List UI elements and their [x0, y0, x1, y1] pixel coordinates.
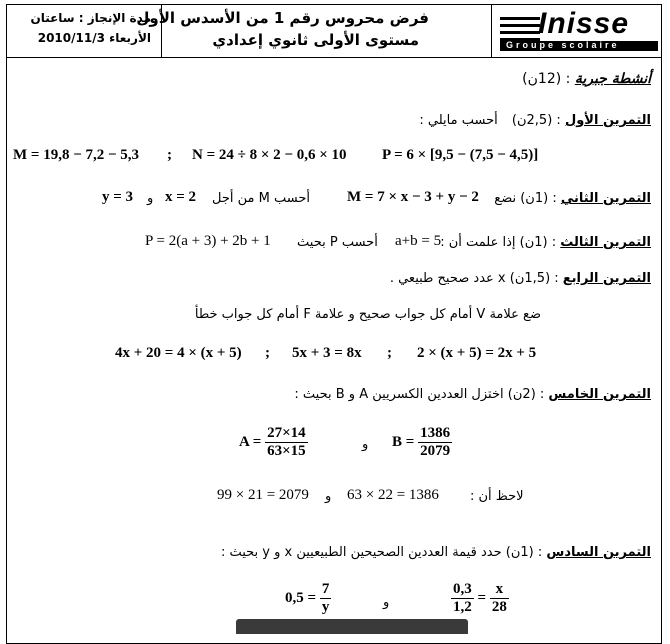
- ex5-note-eq1: 63 × 22 = 1386: [347, 487, 439, 503]
- logo-subtitle: Groupe scolaire: [506, 40, 620, 50]
- ex2-title: التمرين الثاني: [560, 191, 651, 206]
- ex4-text: x عدد صحيح طبيعي .: [389, 271, 506, 286]
- ex4-title: التمرين الرابع: [562, 271, 651, 286]
- ex3-points: : (1ن): [519, 235, 557, 250]
- logo-sub-bar: [500, 41, 658, 51]
- ex5-note: لاحظ أن :: [470, 489, 524, 504]
- ex5-fraction-b: [392, 425, 452, 460]
- ex6-f2-num2: x: [490, 581, 509, 599]
- ex6-fraction-2: [451, 581, 509, 616]
- ex6-heading: [221, 545, 651, 560]
- ex2-text2: أحسب M من أجل: [212, 191, 310, 206]
- ex4-instruction: ضع علامة V أمام كل جواب صحيح و علامة F أمام كل جواب خطأ: [194, 307, 541, 322]
- ex6-fraction-1: [285, 581, 331, 616]
- header-logo-cell: [492, 5, 663, 57]
- ex5-heading: [294, 387, 651, 402]
- ex4-eq2: 5x + 3 = 8x: [292, 345, 362, 361]
- ex6-f2-den2: 28: [491, 599, 507, 615]
- ex1-expr-p: P = 6 × [9,5 − (7,5 − 4,5)]: [382, 147, 539, 163]
- ex5-b-label: B =: [392, 433, 415, 450]
- header-title-cell: [136, 5, 492, 57]
- ex5-a-label: A =: [239, 433, 262, 450]
- school-logo: [500, 9, 658, 53]
- ex4-eq1: 4x + 20 = 4 × (x + 5): [115, 345, 242, 361]
- section-heading: [522, 71, 651, 87]
- ex5-title: التمرين الخامس: [548, 387, 651, 402]
- section-points: : (12ن): [522, 71, 571, 87]
- ex5-text: اختزل العددين الكسريين A و B بحيث :: [294, 387, 504, 402]
- ex2-cond-x: x = 2: [165, 189, 197, 205]
- ex4-eq3: 2 × (x + 5) = 2x + 5: [417, 345, 537, 361]
- ex1-points: : (2,5ن): [511, 113, 561, 128]
- date-text: الأربعاء 2010/11/3: [37, 31, 151, 45]
- ex6-f2-eq: =: [477, 589, 487, 606]
- ex3-text2: أحسب P بحيث: [297, 235, 378, 250]
- ex5-a-num: 27×14: [267, 425, 306, 441]
- exam-header: [7, 5, 661, 58]
- ex1-title: التمرين الأول: [564, 113, 651, 128]
- ex6-f1-num: 7: [321, 581, 330, 597]
- ex3-title: التمرين الثالث: [560, 235, 651, 250]
- viewer-toolbar[interactable]: [236, 619, 468, 634]
- ex6-title: التمرين السادس: [546, 545, 651, 560]
- ex5-a-den: 63×15: [267, 443, 306, 459]
- ex2-and: و: [147, 191, 154, 206]
- ex4-sep1: ;: [265, 345, 270, 361]
- ex6-f1-left: 0,5 =: [285, 589, 317, 606]
- exam-level: مستوى الأولى ثانوي إعدادي: [212, 31, 419, 49]
- ex5-note-eq2: 99 × 21 = 2079: [217, 487, 309, 503]
- section-title: أنشطة جبرية: [574, 71, 651, 87]
- ex5-fraction-a: [239, 425, 308, 460]
- ex4-points: : (1,5ن): [509, 271, 559, 286]
- ex6-f1-den: y: [321, 599, 330, 615]
- ex3-cond: a+b = 5: [395, 233, 442, 249]
- ex2-cond-y: y = 3: [102, 189, 134, 205]
- ex3-heading: [440, 235, 651, 250]
- ex6-and: و: [383, 595, 390, 610]
- ex2-heading: [494, 191, 651, 206]
- exam-title: فرض محروس رقم 1 من الأسدس الأول: [136, 9, 429, 27]
- duration-text: مدة الإنجاز : ساعتان: [30, 11, 151, 25]
- ex5-note-and: و: [325, 489, 332, 504]
- logo-name: Inisse: [538, 7, 630, 40]
- ex6-f2-num: 0,3: [453, 581, 472, 597]
- ex6-f2-den: 1,2: [453, 599, 472, 615]
- ex3-expr: P = 2(a + 3) + 2b + 1: [145, 233, 271, 249]
- ex5-b-den: 2079: [420, 443, 451, 459]
- ex6-text: حدد قيمة العددين الصحيحين الطبيعيين x و y بحيث :: [220, 545, 502, 560]
- ex4-sep2: ;: [387, 345, 392, 361]
- ex1-sep: ;: [167, 147, 172, 163]
- ex2-expr: M = 7 × x − 3 + y − 2: [347, 189, 479, 205]
- exam-page: [6, 4, 662, 644]
- ex1-text: أحسب مايلي :: [419, 113, 498, 128]
- ex3-text1: إذا علمت أن :: [440, 235, 516, 250]
- ex1-heading: [419, 113, 651, 128]
- ex6-points: : (1ن): [505, 545, 543, 560]
- ex4-heading: [390, 271, 651, 286]
- ex5-b-num: 1386: [420, 425, 451, 441]
- ex1-expr-n: N = 24 ÷ 8 × 2 − 0,6 × 10: [192, 147, 347, 163]
- ex5-and: و: [362, 437, 369, 452]
- ex2-points: : (1ن): [520, 191, 557, 206]
- ex1-expr-m: M = 19,8 − 7,2 − 5,3: [13, 147, 140, 163]
- ex5-points: : (2ن): [507, 387, 545, 402]
- ex2-text1: نضع: [494, 191, 517, 206]
